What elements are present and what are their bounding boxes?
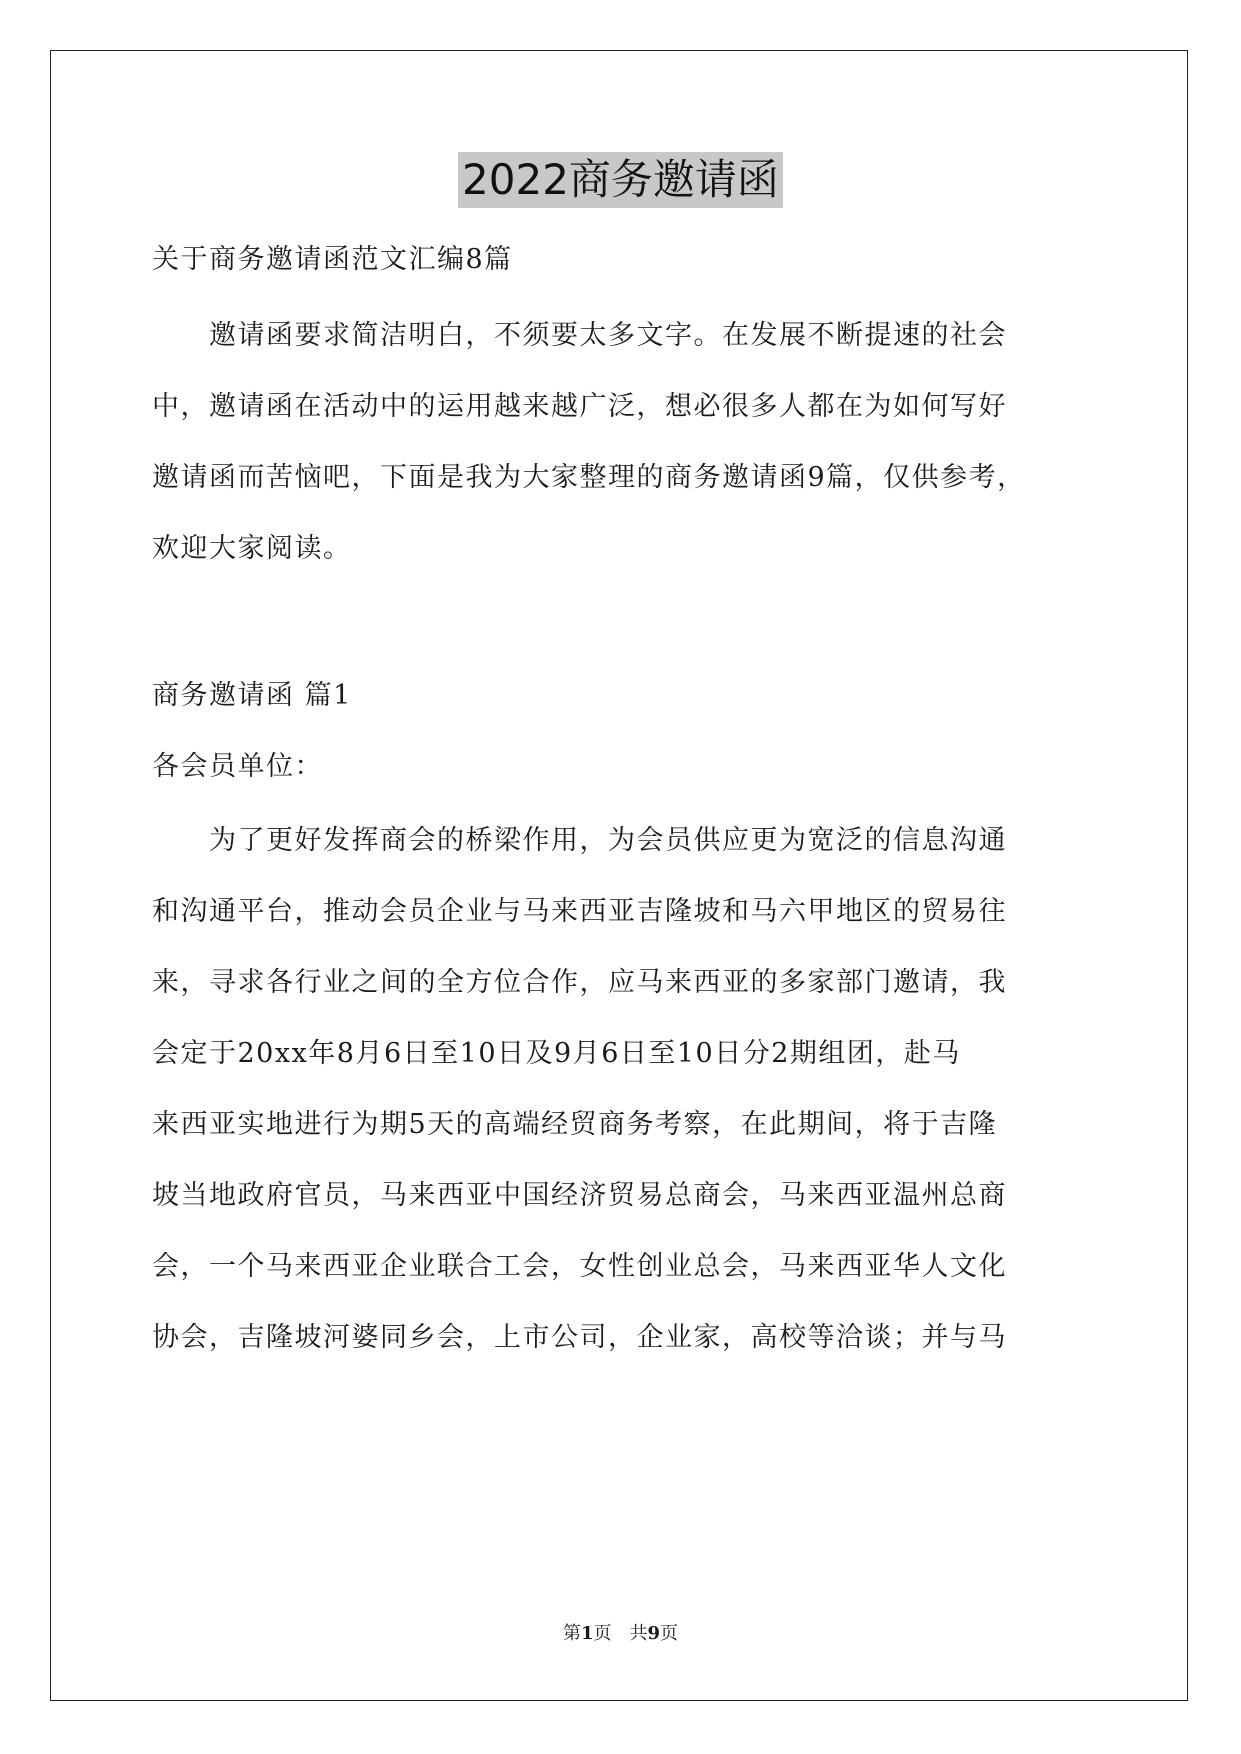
body-line: 来西亚实地进行为期5天的高端经贸商务考察，在此期间，将于吉隆: [152, 1109, 998, 1140]
intro-line: 欢迎大家阅读。: [152, 533, 352, 564]
footer-prefix: 第: [562, 1623, 581, 1644]
page-footer: [0, 1622, 1241, 1646]
intro-line: 邀请函要求简洁明白，不须要太多文字。在发展不断提速的社会: [152, 320, 1007, 351]
body-line: 和沟通平台，推动会员企业与马来西亚吉隆坡和马六甲地区的贸易往: [152, 896, 1007, 927]
body-line: 为了更好发挥商会的桥梁作用，为会员供应更为宽泛的信息沟通: [152, 825, 1007, 856]
page-border: [50, 50, 1188, 1701]
footer-page-number: 1: [580, 1623, 594, 1644]
body-line: 协会，吉隆坡河婆同乡会，上市公司，企业家，高校等洽谈；并与马: [152, 1322, 1007, 1353]
document-subtitle: 关于商务邀请函范文汇编8篇: [152, 244, 513, 275]
footer-total-pages: 9: [647, 1623, 661, 1644]
footer-suffix: 页: [660, 1623, 679, 1644]
body-line: 会定于20xx年8月6日至10日及9月6日至10日分2期组团，赴马: [152, 1038, 961, 1069]
footer-mid: 页 共: [593, 1623, 648, 1644]
salutation: 各会员单位：: [152, 751, 323, 782]
body-line: 坡当地政府官员，马来西亚中国经济贸易总商会，马来西亚温州总商: [152, 1180, 1007, 1211]
section-heading: 商务邀请函 篇1: [152, 680, 352, 711]
intro-line: 中，邀请函在活动中的运用越来越广泛，想必很多人都在为如何写好: [152, 391, 1007, 422]
intro-line: 邀请函而苦恼吧，下面是我为大家整理的商务邀请函9篇，仅供参考，: [152, 462, 1026, 493]
body-line: 会，一个马来西亚企业联合工会，女性创业总会，马来西亚华人文化: [152, 1251, 1007, 1282]
title-container: [0, 152, 1241, 208]
body-line: 来，寻求各行业之间的全方位合作，应马来西亚的多家部门邀请，我: [152, 967, 1007, 998]
document-title: 2022商务邀请函: [458, 152, 783, 208]
